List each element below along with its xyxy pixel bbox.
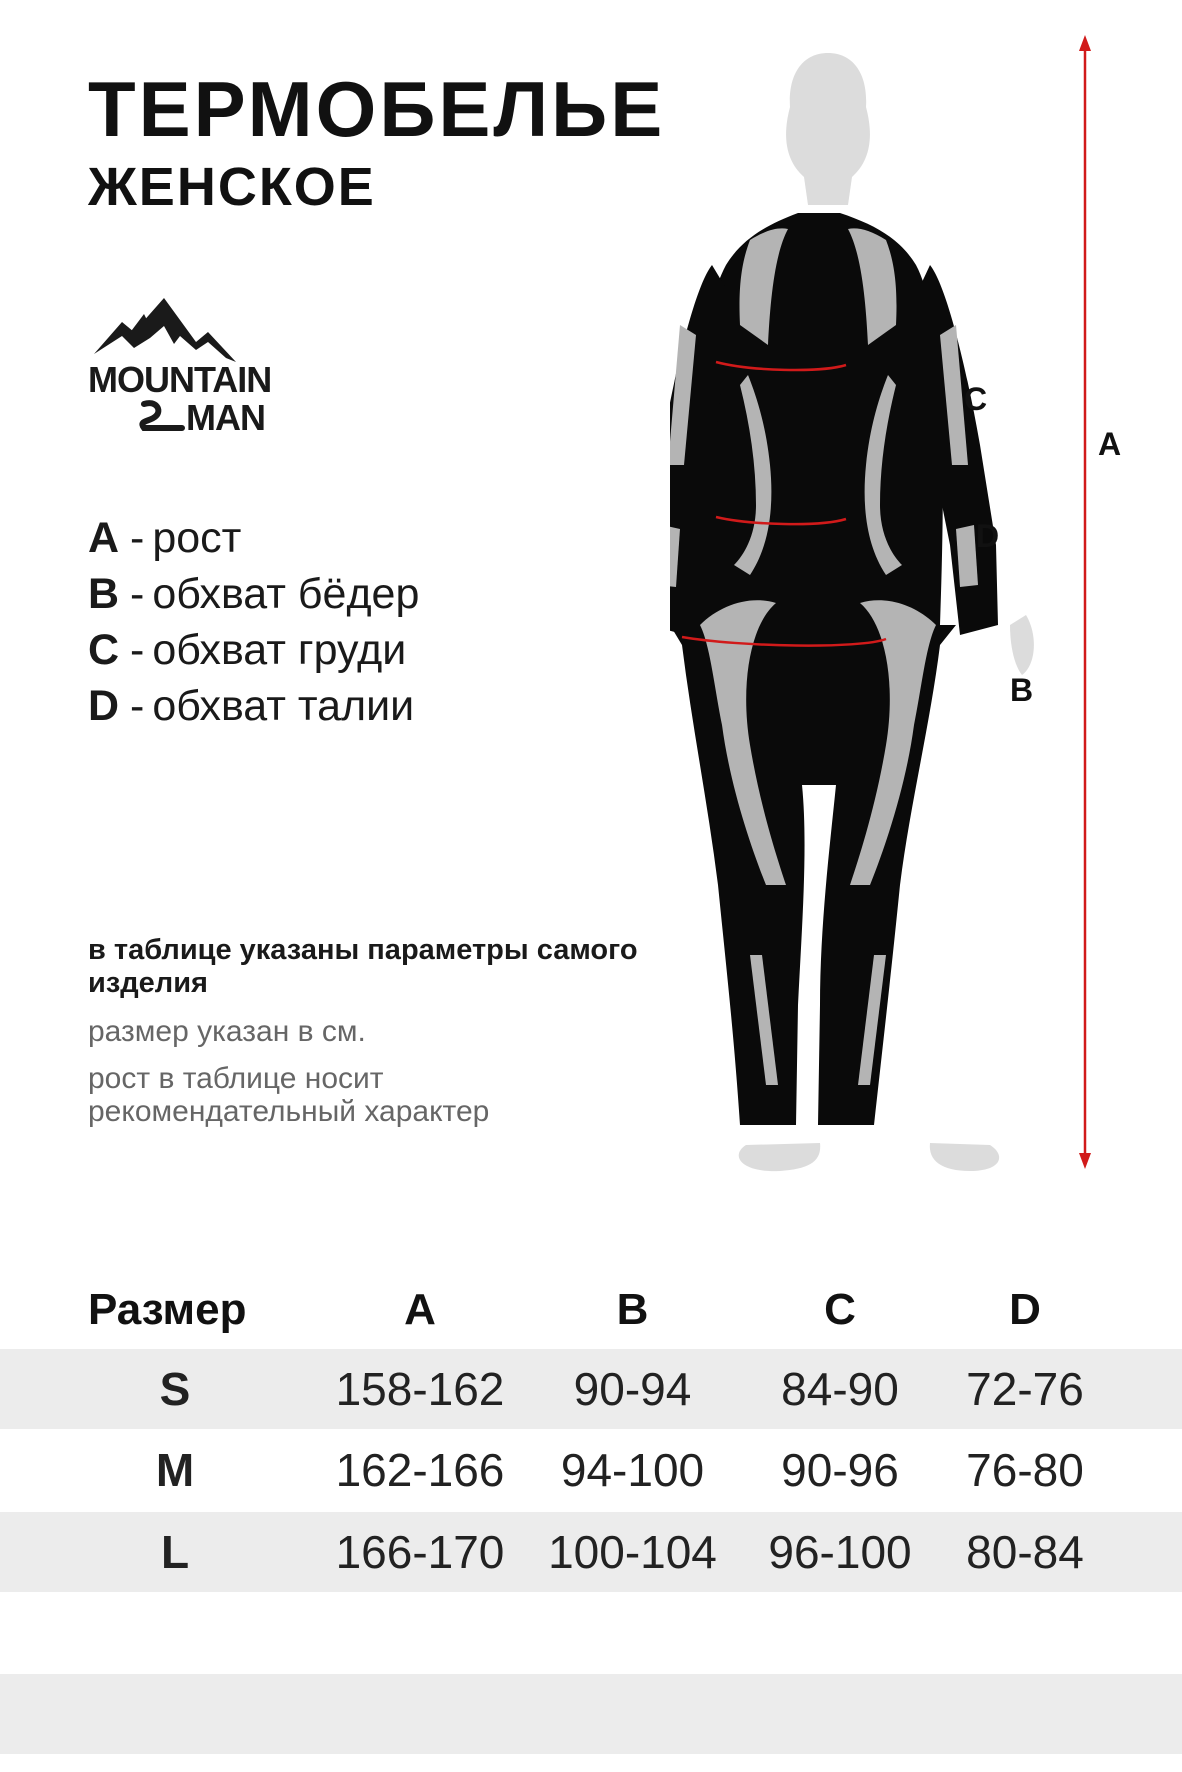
legend-key: D: [88, 682, 120, 730]
units-note: размер указан в см.: [88, 1015, 366, 1048]
table-cell: 72-76: [966, 1363, 1084, 1415]
legend-key: A: [88, 514, 120, 562]
mountain-man-logo: [86, 292, 286, 452]
label-b: B: [1010, 672, 1034, 708]
logo-text-bottom: MAN: [186, 397, 265, 438]
height-note: рост в таблице носит рекомендательный характер: [88, 1062, 490, 1128]
label-d: D: [976, 518, 1000, 554]
label-c: C: [964, 381, 988, 417]
page-title: ТЕРМОБЕЛЬЕ: [88, 65, 666, 153]
legend-separator: -: [130, 570, 145, 618]
footer-band: [0, 1674, 1182, 1754]
table-cell: 84-90: [781, 1363, 899, 1415]
page-subtitle: ЖЕНСКОЕ: [88, 157, 376, 217]
legend-text: обхват бёдер: [152, 570, 420, 618]
table-cell: 94-100: [560, 1444, 705, 1496]
table-note: в таблице указаны параметры самого изделия: [88, 934, 638, 999]
table-header-b: B: [616, 1285, 649, 1334]
table-cell: 80-84: [966, 1526, 1084, 1578]
table-cell: 90-94: [573, 1363, 692, 1415]
legend-text: обхват груди: [152, 626, 407, 674]
measurement-legend: [88, 510, 419, 734]
body-figure-diagram: [670, 25, 1182, 1195]
table-cell-size: M: [155, 1444, 195, 1496]
table-header-a: A: [404, 1285, 436, 1334]
table-header-d: D: [1009, 1285, 1041, 1334]
legend-separator: -: [130, 514, 145, 562]
thermal-suit: [670, 213, 998, 1125]
legend-key: B: [88, 570, 120, 618]
table-cell: 90-96: [781, 1444, 899, 1496]
legend-item-a: [88, 510, 419, 566]
table-cell: 76-80: [966, 1444, 1084, 1496]
table-cell: 158-162: [335, 1363, 505, 1415]
label-a: A: [1098, 426, 1122, 462]
legend-item-d: [88, 678, 419, 734]
legend-item-c: [88, 622, 419, 678]
legend-text: обхват талии: [152, 682, 415, 730]
legend-separator: -: [130, 626, 145, 674]
table-cell: 166-170: [335, 1526, 505, 1578]
table-header-size: Размер: [88, 1285, 247, 1334]
legend-text: рост: [152, 514, 242, 562]
table-cell-size: L: [160, 1526, 190, 1578]
legend-key: C: [88, 626, 120, 674]
table-cell: 100-104: [548, 1526, 717, 1578]
legend-separator: -: [130, 682, 145, 730]
logo-text-top: MOUNTAIN: [88, 359, 272, 400]
table-cell-size: S: [159, 1363, 191, 1415]
table-cell: 96-100: [768, 1526, 912, 1578]
table-header-c: C: [824, 1285, 856, 1334]
legend-item-b: [88, 566, 419, 622]
table-cell: 162-166: [335, 1444, 505, 1496]
